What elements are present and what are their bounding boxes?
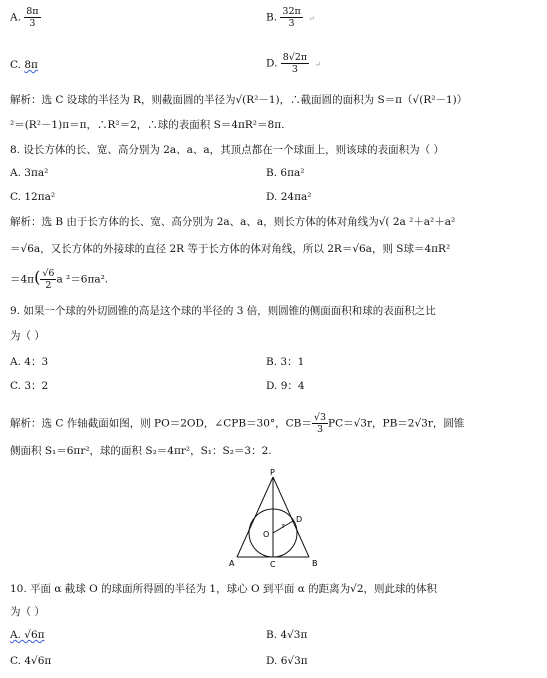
q10-option-a: A. √6π xyxy=(10,629,45,641)
q8-solution-line3: ＝4π( $\frac{√6}{2}$ a ²＝6πa². xyxy=(10,267,109,291)
q9-option-c: C. 3：2 xyxy=(10,380,49,392)
q7-option-c: C. 8π xyxy=(10,59,38,71)
label-c: C xyxy=(270,560,276,569)
label-p: P xyxy=(270,468,275,477)
q7-solution-line1: 解析：选 C 设球的半径为 R，则截面圆的半径为√(R²－1)，∴截面圆的面积为 S＝π（√(R²－1)） xyxy=(10,94,468,106)
q10-stem-line1: 10. 平面 α 截球 O 的球面所得圆的半径为 1，球心 O 到平面 α 的距离为√2，则此球的体积 xyxy=(10,583,438,595)
label-b: B xyxy=(312,559,318,568)
q9-stem-line1: 9. 如果一个球的外切圆锥的高是这个球的半径的 3 倍，则圆锥的侧面面积和球的表面积之比 xyxy=(10,305,436,317)
q9-option-d: D. 9：4 xyxy=(266,380,305,392)
q9-option-a: A. 4：3 xyxy=(10,356,49,368)
q10-stem-line2: 为（ ） xyxy=(10,606,45,618)
label-r: r xyxy=(282,522,285,530)
q8-option-a: A. 3πa² xyxy=(10,167,49,179)
q10-option-b: B. 4√3π xyxy=(266,629,308,641)
q7-solution-line2: ²＝(R²－1)π＝π，∴R²＝2，∴球的表面积 S＝4πR²＝8π. xyxy=(10,119,285,131)
q8-solution-line2: ＝√6a，又长方体的外接球的直径 2R 等于长方体的体对角线，所以 2R＝√6a，则 S球＝4πR² xyxy=(10,243,451,255)
q10-option-d: D. 6√3π xyxy=(266,655,308,667)
q8-option-d: D. 24πa² xyxy=(266,191,312,203)
q10-option-c: C. 4√6π xyxy=(10,655,52,667)
q7-a-numerator: 8π xyxy=(26,6,39,17)
q9-solution-line1: 解析：选 C 作轴截面如图，则 PO＝2OD，∠CPB＝30°，CB＝ $\frac{√3}{3}$ PC＝√3r，PB＝2√3r，圆锥 xyxy=(10,412,465,435)
label-a: A xyxy=(229,559,235,568)
q7-option-b: B. $\frac{32\pi}{3}$ ↵ xyxy=(266,6,315,29)
q8-stem: 8. 设长方体的长、宽、高分别为 2a、a、a，其顶点都在一个球面上，则该球的表面积为（ ） xyxy=(10,144,444,156)
label-o: O xyxy=(263,530,270,539)
q8-option-c: C. 12πa² xyxy=(10,191,56,203)
q9-stem-line2: 为（ ） xyxy=(10,330,45,342)
label-d: D xyxy=(296,515,303,524)
q7-option-a: A. $\frac{8\pi}{3}$ xyxy=(10,6,39,29)
q8-option-b: B. 6πa² xyxy=(266,167,305,179)
q9-option-b: B. 3：1 xyxy=(266,356,305,368)
q9-solution-line2: 侧面积 S₁＝6πr²，球的面积 S₂＝4πr²，S₁：S₂＝3：2. xyxy=(10,445,272,457)
q7-option-d: D. $\frac{8√2\pi}{3}$ ↵ xyxy=(266,52,322,75)
q8-solution-line1: 解析：选 B 由于长方体的长、宽、高分别为 2a、a、a，则长方体的体对角线为√( 2a ²＋a²＋a² xyxy=(10,216,456,228)
cone-section-figure xyxy=(225,466,325,571)
